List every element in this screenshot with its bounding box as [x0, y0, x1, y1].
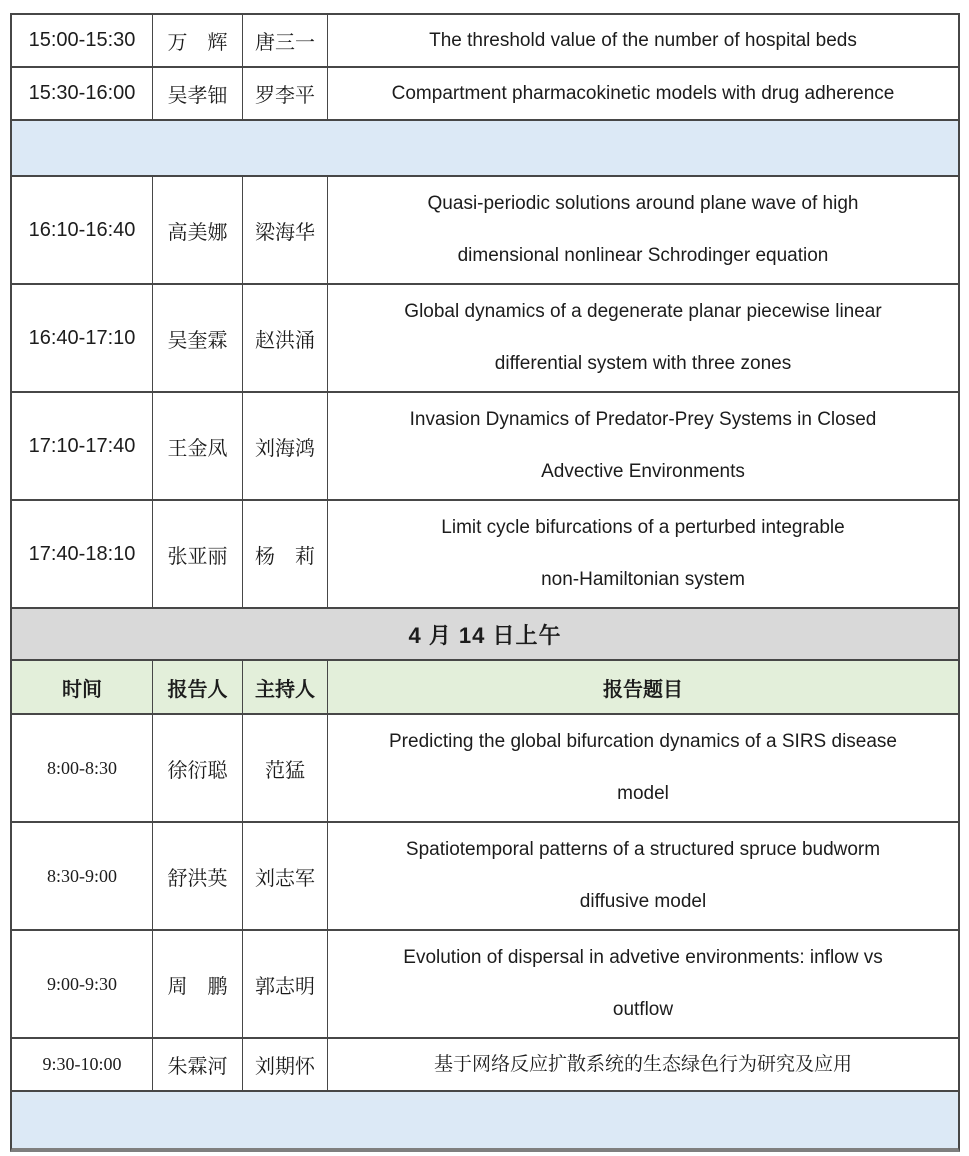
title-line: diffusive model	[579, 891, 707, 912]
time-cell: 17:40-18:10	[12, 501, 153, 607]
chair-cell: 赵洪涌	[243, 285, 328, 391]
col-header-chair: 主持人	[243, 661, 328, 713]
title-cell	[328, 393, 958, 499]
speaker-cell: 吴奎霖	[153, 285, 243, 391]
speaker-cell: 周 鹏	[153, 931, 243, 1037]
title-line: Invasion Dynamics of Predator-Prey Systems in Closed	[409, 409, 877, 430]
time-cell: 17:10-17:40	[12, 393, 153, 499]
title-cell	[328, 177, 958, 283]
session-row	[12, 15, 958, 68]
chair-cell: 梁海华	[243, 177, 328, 283]
speaker-cell: 万 辉	[153, 15, 243, 66]
title-cell	[328, 715, 958, 821]
chair-cell: 罗李平	[243, 68, 328, 119]
date-banner: 4 月 14 日上午	[408, 622, 562, 648]
title-cell	[328, 285, 958, 391]
title-cell	[328, 1039, 958, 1090]
title-line: non-Hamiltonian system	[541, 569, 745, 590]
title-line: outflow	[612, 999, 674, 1020]
session-row	[12, 931, 958, 1039]
speaker-cell: 王金凤	[153, 393, 243, 499]
title-line: Compartment pharmacokinetic models with drug adherence	[391, 82, 895, 104]
time-cell: 8:30-9:00	[12, 823, 153, 929]
chair-cell: 杨 莉	[243, 501, 328, 607]
session-row	[12, 715, 958, 823]
title-cell	[328, 15, 958, 66]
chair-cell: 刘海鸿	[243, 393, 328, 499]
session-row	[12, 285, 958, 393]
time-cell: 15:00-15:30	[12, 15, 153, 66]
chair-cell: 刘志军	[243, 823, 328, 929]
chair-cell: 郭志明	[243, 931, 328, 1037]
session-row	[12, 177, 958, 285]
speaker-cell: 张亚丽	[153, 501, 243, 607]
title-line: Limit cycle bifurcations of a perturbed integrable	[441, 517, 845, 538]
title-line: dimensional nonlinear Schrodinger equation	[457, 245, 829, 266]
title-line: Spatiotemporal patterns of a structured spruce budworm	[405, 839, 881, 860]
title-line: Evolution of dispersal in advetive environments: inflow vs	[403, 947, 883, 968]
time-cell: 16:10-16:40	[12, 177, 153, 283]
time-cell: 15:30-16:00	[12, 68, 153, 119]
title-line: Global dynamics of a degenerate planar piecewise linear	[404, 301, 882, 322]
session-row	[12, 393, 958, 501]
session-row	[12, 1039, 958, 1092]
chair-cell: 刘期怀	[243, 1039, 328, 1090]
chair-cell: 唐三一	[243, 15, 328, 66]
title-cell	[328, 68, 958, 119]
title-cell	[328, 501, 958, 607]
title-line: Predicting the global bifurcation dynamics of a SIRS disease	[389, 731, 897, 752]
time-cell: 9:00-9:30	[12, 931, 153, 1037]
date-banner-row	[12, 609, 958, 661]
break-row	[12, 1092, 958, 1148]
speaker-cell: 徐衍聪	[153, 715, 243, 821]
time-cell: 8:00-8:30	[12, 715, 153, 821]
column-header-row	[12, 661, 958, 715]
time-cell: 9:30-10:00	[12, 1039, 153, 1090]
title-line: differential system with three zones	[494, 353, 792, 374]
title-cell	[328, 823, 958, 929]
title-line: Advective Environments	[541, 461, 745, 482]
session-row	[12, 823, 958, 931]
title-line: Quasi-periodic solutions around plane wave of high	[427, 193, 859, 214]
speaker-cell: 吴孝钿	[153, 68, 243, 119]
session-row	[12, 68, 958, 121]
title-cell	[328, 931, 958, 1037]
session-row	[12, 501, 958, 609]
title-line: 基于网络反应扩散系统的生态绿色行为研究及应用	[433, 1053, 852, 1075]
time-cell: 16:40-17:10	[12, 285, 153, 391]
col-header-title: 报告题目	[328, 661, 958, 713]
speaker-cell: 舒洪英	[153, 823, 243, 929]
col-header-speaker: 报告人	[153, 661, 243, 713]
speaker-cell: 朱霖河	[153, 1039, 243, 1090]
chair-cell: 范猛	[243, 715, 328, 821]
title-line: The threshold value of the number of hospital beds	[429, 29, 857, 51]
speaker-cell: 高美娜	[153, 177, 243, 283]
col-header-time: 时间	[12, 661, 153, 713]
break-row	[12, 121, 958, 177]
title-line: model	[617, 783, 669, 804]
schedule-table	[10, 13, 960, 1152]
